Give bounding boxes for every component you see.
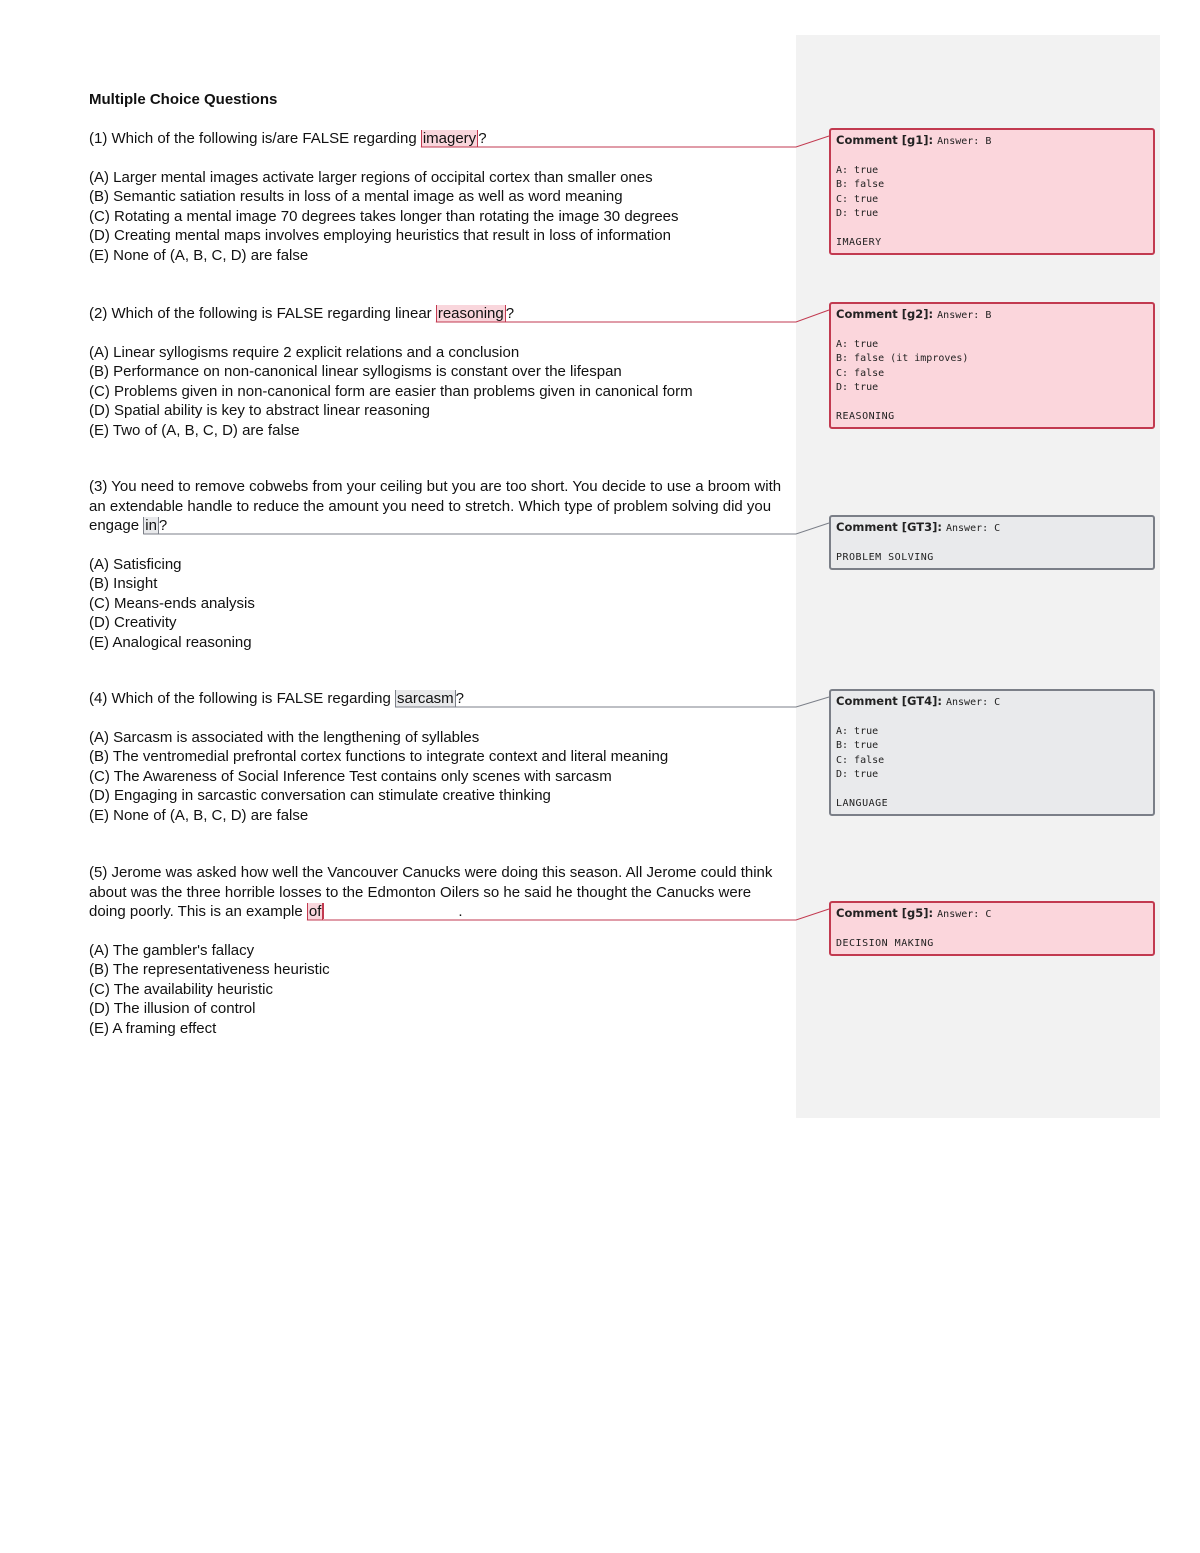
comment-balloon-g1[interactable]: [829, 128, 1155, 255]
comment-line: D: true: [836, 769, 879, 780]
stem-punctuation: ?: [158, 517, 168, 534]
question-stem: [89, 129, 789, 149]
question-stem: [89, 863, 789, 922]
comment-tag: Comment [g2]:: [836, 307, 938, 321]
option-d: (D) Spatial ability is key to abstract linear reasoning: [89, 402, 430, 419]
comment-topic: LANGUAGE: [836, 797, 889, 809]
comment-anchor-g5[interactable]: of: [308, 903, 322, 920]
option-b: (B) Semantic satiation results in loss of a mental image as well as word meaning: [89, 188, 623, 205]
option-a: (A) The gambler's fallacy: [89, 941, 255, 959]
comment-balloon-gt3[interactable]: [829, 515, 1155, 570]
option-e: (E) None of (A, B, C, D) are false: [89, 246, 309, 264]
comment-tag: Comment [g5]:: [836, 906, 938, 920]
comment-line: B: true: [836, 740, 879, 751]
comment-line: C: true: [836, 193, 879, 205]
comment-topic: PROBLEM SOLVING: [836, 551, 934, 563]
option-c: (C) The Awareness of Social Inference Test contains only scenes with sarcasm: [89, 767, 612, 785]
question-4: [89, 689, 789, 825]
comment-anchor-gt3[interactable]: in: [145, 517, 157, 534]
option-e: (E) A framing effect: [89, 1019, 217, 1037]
stem-text: (4) Which of the following is FALSE regarding: [89, 690, 395, 707]
comment-answer: Answer: B: [937, 310, 992, 321]
option-d: (D) The illusion of control: [89, 1000, 256, 1017]
comment-line: C: false: [836, 754, 885, 766]
option-c: (C) Means-ends analysis: [89, 594, 255, 612]
comment-anchor-g1[interactable]: imagery: [422, 130, 477, 147]
option-c: (C) Problems given in non-canonical form are easier than problems given in canonical form: [89, 382, 693, 400]
comment-line: D: true: [836, 208, 879, 219]
stem-text: (3) You need to remove cobwebs from your ceiling but you are too short. You decide to use a broom with an extendable handle to reduce the amount you need to stretch. Which type of problem solving did you engage: [89, 478, 782, 534]
comment-anchor-gt4[interactable]: sarcasm: [396, 690, 454, 707]
comment-line: C: false: [836, 367, 885, 379]
stem-punctuation: ?: [505, 305, 515, 322]
option-a: (A) Satisficing: [89, 555, 182, 573]
comment-anchor-g2[interactable]: reasoning: [437, 305, 504, 322]
comment-line: A: true: [836, 725, 879, 737]
stem-text: (5) Jerome was asked how well the Vancouver Canucks were doing this season. All Jerome could think about was the three horrible losses to the Edmonton Oilers so he said he thought the Canucks were doing poorly. This is an example: [89, 864, 773, 920]
comment-line: B: false: [836, 179, 885, 190]
comment-line: A: true: [836, 164, 879, 176]
option-d: (D) Engaging in sarcastic conversation can stimulate creative thinking: [89, 787, 551, 804]
stem-punctuation: ?: [478, 130, 487, 147]
option-b: (B) The representativeness heuristic: [89, 961, 330, 978]
question-2: [89, 304, 789, 440]
question-stem: [89, 689, 789, 709]
comment-answer: Answer: C: [946, 523, 1001, 534]
option-e: (E) None of (A, B, C, D) are false: [89, 806, 309, 824]
option-b: (B) Performance on non-canonical linear syllogisms is constant over the lifespan: [89, 363, 622, 380]
comment-line: D: true: [836, 382, 879, 393]
question-5: [89, 863, 789, 1038]
option-a: (A) Larger mental images activate larger regions of occipital cortex than smaller ones: [89, 168, 653, 186]
question-stem: [89, 477, 789, 536]
option-b: (B) Insight: [89, 575, 158, 592]
stem-punctuation: .: [458, 903, 463, 920]
option-a: (A) Sarcasm is associated with the lengthening of syllables: [89, 728, 480, 746]
comment-answer: Answer: C: [946, 697, 1001, 708]
comment-balloon-g5[interactable]: [829, 901, 1155, 956]
comment-topic: IMAGERY: [836, 236, 882, 248]
comment-balloon-gt4[interactable]: [829, 689, 1155, 816]
option-c: (C) Rotating a mental image 70 degrees takes longer than rotating the image 30 degrees: [89, 207, 679, 225]
comment-line: B: false (it improves): [836, 353, 969, 364]
document-title: Multiple Choice Questions: [89, 91, 278, 108]
option-d: (D) Creating mental maps involves employing heuristics that result in loss of information: [89, 227, 671, 244]
comment-tag: Comment [g1]:: [836, 133, 938, 147]
comment-line: A: true: [836, 338, 879, 350]
comment-tag: Comment [GT3]:: [836, 520, 946, 534]
comment-answer: Answer: C: [937, 909, 992, 920]
answer-blank: [323, 903, 458, 919]
question-1: [89, 129, 789, 265]
comment-answer: Answer: B: [937, 136, 992, 147]
stem-punctuation: ?: [455, 690, 465, 707]
question-stem: [89, 304, 789, 324]
option-a: (A) Linear syllogisms require 2 explicit relations and a conclusion: [89, 343, 520, 361]
question-3: [89, 477, 789, 652]
comment-tag: Comment [GT4]:: [836, 694, 946, 708]
comment-topic: REASONING: [836, 410, 895, 422]
comment-topic: DECISION MAKING: [836, 937, 934, 949]
stem-text: (2) Which of the following is FALSE regarding linear: [89, 305, 436, 322]
option-b: (B) The ventromedial prefrontal cortex functions to integrate context and literal meaning: [89, 748, 669, 765]
stem-text: (1) Which of the following is/are FALSE regarding: [89, 130, 421, 147]
option-c: (C) The availability heuristic: [89, 980, 273, 998]
option-e: (E) Two of (A, B, C, D) are false: [89, 421, 300, 439]
option-d: (D) Creativity: [89, 614, 177, 631]
option-e: (E) Analogical reasoning: [89, 633, 252, 651]
comment-balloon-g2[interactable]: [829, 302, 1155, 429]
